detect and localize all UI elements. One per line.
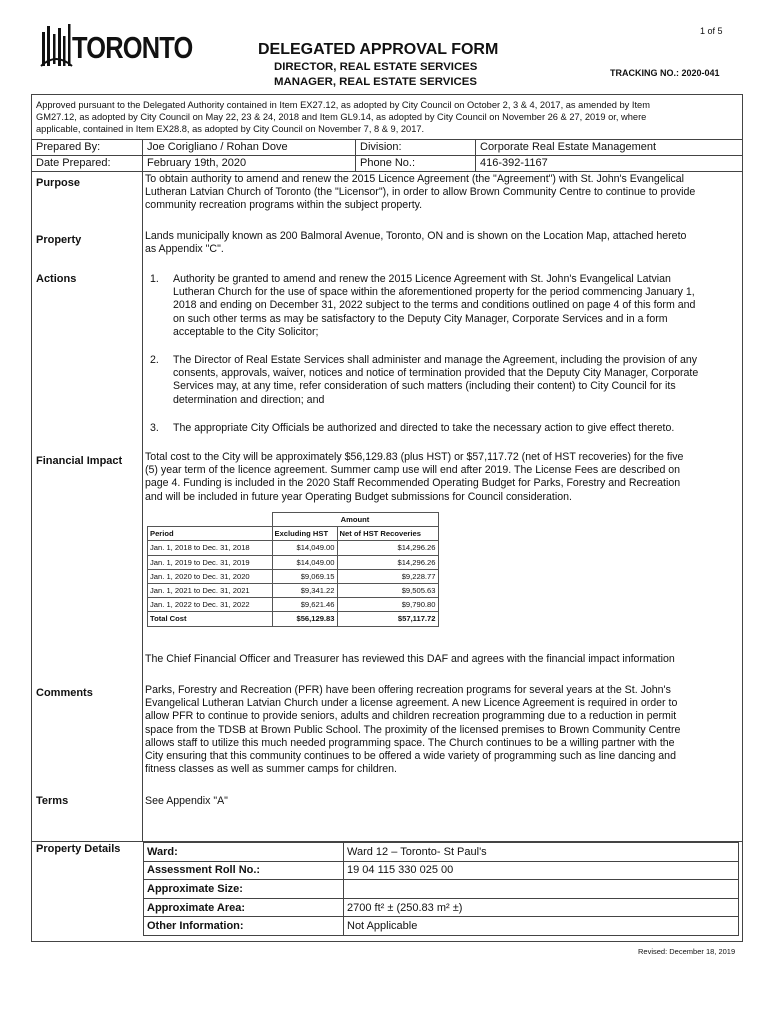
table-row (148, 569, 439, 583)
prepared-by-label: Prepared By: (36, 141, 101, 153)
table-row (148, 555, 439, 569)
table-row-total (148, 612, 439, 626)
purpose-label: Purpose (36, 177, 81, 189)
net-hst-cell: $14,296.26 (337, 555, 438, 569)
financial-line: page 4. Funding is included in the 2020 Staff Recommended Operating Budget for Parks, Forestry and Recreation (145, 477, 681, 490)
other-information-label: Other Information: (144, 917, 344, 936)
approximate-size-label: Approximate Size: (144, 880, 344, 899)
assessment-roll-label: Assessment Roll No.: (144, 861, 344, 880)
action-line: Authority be granted to amend and renew the 2015 Licence Agreement with St. John's Evangelical Latvian (173, 273, 671, 285)
comment-line: fitness classes as well as summer camps for children. (145, 763, 397, 776)
purpose-line: To obtain authority to amend and renew the 2015 Licence Agreement (the "Agreement") with St. John's Evangelical (145, 173, 684, 185)
excluding-hst-header: Excluding HST (272, 527, 337, 541)
action-item-1 (173, 273, 695, 339)
action-line: acceptable to the City Solicitor; (173, 325, 319, 338)
date-value: February 19th, 2020 (147, 157, 247, 169)
table-cell (148, 513, 273, 527)
excluding-hst-cell: $14,049.00 (272, 541, 337, 555)
table-row (148, 598, 439, 612)
table-row (144, 917, 739, 936)
action-line: consents, approvals, waiver, notices and notice of termination provided that the Deputy City Manager, Corporate (173, 367, 699, 380)
approval-intro (36, 99, 736, 135)
assessment-roll-value: 19 04 115 330 025 00 (344, 861, 739, 880)
comment-line: allow PFR to continue to provide seniors, adults and children recreation programming due to a reduction in permit (145, 710, 677, 723)
terms-text: See Appendix "A" (145, 795, 228, 807)
excluding-hst-cell: $9,341.22 (272, 583, 337, 597)
revised-date: Revised: December 18, 2019 (638, 947, 736, 956)
total-net-hst: $57,117.72 (337, 612, 438, 626)
intro-line: GM27.12, as adopted by City Council on May 22, 23 & 24, 2018 and Item GL9.14, as adopted by City Council on November 26 & 27, 2019 or, where (36, 112, 647, 122)
table-row (148, 527, 439, 541)
financial-text (145, 451, 683, 504)
action-item-3 (173, 422, 674, 435)
terms-label: Terms (36, 795, 69, 807)
period-cell: Jan. 1, 2019 to Dec. 31, 2019 (148, 555, 273, 569)
total-label: Total Cost (148, 612, 273, 626)
form-title: DELEGATED APPROVAL FORM (258, 41, 499, 58)
ward-value: Ward 12 – Toronto- St Paul's (344, 843, 739, 862)
purpose-line: community recreation programs within the subject property. (145, 199, 423, 212)
comments-text (145, 684, 680, 776)
net-hst-header: Net of HST Recoveries (337, 527, 438, 541)
property-details-table (143, 842, 739, 936)
action-number: 2. (150, 354, 159, 366)
actions-label: Actions (36, 273, 77, 285)
approximate-size-value (344, 880, 739, 899)
financial-line: (5) year term of the licence agreement. Summer camp use will end after 2019. The License Fees are described on (145, 464, 681, 477)
period-header: Period (148, 527, 273, 541)
property-line: Lands municipally known as 200 Balmoral Avenue, Toronto, ON and is shown on the Location Map, attached hereto (145, 230, 687, 242)
net-hst-cell: $9,505.63 (337, 583, 438, 597)
tracking-number: TRACKING NO.: 2020-041 (610, 68, 720, 78)
action-line: Lutheran Church for the use of space within the aforementioned property for the period commencing January 1, (173, 286, 695, 299)
period-cell: Jan. 1, 2018 to Dec. 31, 2018 (148, 541, 273, 555)
excluding-hst-cell: $14,049.00 (272, 555, 337, 569)
date-label: Date Prepared: (36, 157, 111, 169)
property-line: as Appendix "C". (145, 243, 224, 256)
financial-impact-label: Financial Impact (36, 455, 123, 467)
comment-line: Parks, Forestry and Recreation (PFR) have been offering recreation programs for several years at the St. John's (145, 684, 671, 696)
excluding-hst-cell: $9,621.46 (272, 598, 337, 612)
action-line: on such other terms as may be satisfactory to the Deputy City Manager, Corporate Services and in a form (173, 312, 668, 325)
purpose-text (145, 173, 695, 213)
action-line: determination and direction; and (173, 393, 325, 406)
comments-label: Comments (36, 687, 93, 699)
net-hst-cell: $14,296.26 (337, 541, 438, 555)
action-number: 3. (150, 422, 159, 434)
property-details-label: Property Details (36, 843, 121, 855)
approximate-area-label: Approximate Area: (144, 898, 344, 917)
action-line: The Director of Real Estate Services shall administer and manage the Agreement, including the provision of any (173, 354, 698, 366)
phone-value: 416-392-1167 (480, 157, 548, 169)
net-hst-cell: $9,228.77 (337, 569, 438, 583)
table-row (148, 583, 439, 597)
intro-line: applicable, contained in Item EX28.8, as adopted by City Council on November 7, 8 & 9, 2017. (36, 124, 425, 134)
column-divider (142, 171, 143, 841)
period-cell: Jan. 1, 2021 to Dec. 31, 2021 (148, 583, 273, 597)
net-hst-cell: $9,790.80 (337, 598, 438, 612)
total-excluding-hst: $56,129.83 (272, 612, 337, 626)
financial-line: Total cost to the City will be approximately $56,129.83 (plus HST) or $57,117.72 (net of HST recoveries) for the five (145, 451, 684, 463)
action-line: Services may, at any time, refer consideration of such matters (including their content) to City Council for its (173, 380, 676, 393)
financial-line: and will be included in future year Operating Budget submissions for Council consideration. (145, 490, 572, 503)
action-number: 1. (150, 273, 159, 285)
excluding-hst-cell: $9,069.15 (272, 569, 337, 583)
approximate-area-value: 2700 ft² ± (250.83 m² ±) (344, 898, 739, 917)
comment-line: space from the TDSB at Brown Public School. The proximity of the licensed premises to Brown Community Centre (145, 723, 681, 736)
other-information-value: Not Applicable (344, 917, 739, 936)
comment-line: City ensuring that this community continues to be offered a wide variety of programming such as line dancing and (145, 750, 676, 763)
financial-table (147, 512, 439, 627)
table-row (144, 861, 739, 880)
prepared-by-value: Joe Corigliano / Rohan Dove (147, 141, 288, 153)
toronto-logo-wordmark: TORONTO (72, 30, 193, 65)
table-row (144, 880, 739, 899)
action-item-2 (173, 354, 698, 407)
comment-line: allows staff to utilize this much needed programming space. The Church continues to be a willing partner with the (145, 736, 675, 749)
division-value: Corporate Real Estate Management (480, 141, 657, 153)
period-cell: Jan. 1, 2020 to Dec. 31, 2020 (148, 569, 273, 583)
table-row (148, 541, 439, 555)
cfo-review-note: The Chief Financial Officer and Treasurer has reviewed this DAF and agrees with the financial impact information (145, 653, 675, 665)
table-row (144, 843, 739, 862)
intro-line: Approved pursuant to the Delegated Authority contained in Item EX27.12, as adopted by City Council on October 2, 3 & 4, 2017, as amended by Item (36, 100, 650, 110)
property-text (145, 230, 686, 256)
ward-label: Ward: (144, 843, 344, 862)
division-label: Division: (360, 141, 402, 153)
amount-header: Amount (272, 513, 438, 527)
phone-label: Phone No.: (360, 157, 416, 169)
purpose-line: Lutheran Latvian Church of Toronto (the "Licensor"), in order to allow Brown Community Centre to continue to provide (145, 186, 696, 199)
page-number: 1 of 5 (700, 26, 723, 36)
form-subtitle-line1: DIRECTOR, REAL ESTATE SERVICES (274, 61, 478, 73)
period-cell: Jan. 1, 2022 to Dec. 31, 2022 (148, 598, 273, 612)
action-line: 2018 and ending on December 31, 2022 subject to the terms and conditions outlined on page 4 of this form and (173, 299, 696, 312)
table-row (148, 513, 439, 527)
form-subtitle-line2: MANAGER, REAL ESTATE SERVICES (274, 76, 477, 88)
comment-line: Evangelical Lutheran Latvian Church under a license agreement. A new Licence Agreement is required in order to (145, 697, 678, 710)
action-line: The appropriate City Officials be authorized and directed to take the necessary action to give effect thereto. (173, 422, 675, 434)
property-label: Property (36, 234, 82, 246)
table-row (144, 898, 739, 917)
